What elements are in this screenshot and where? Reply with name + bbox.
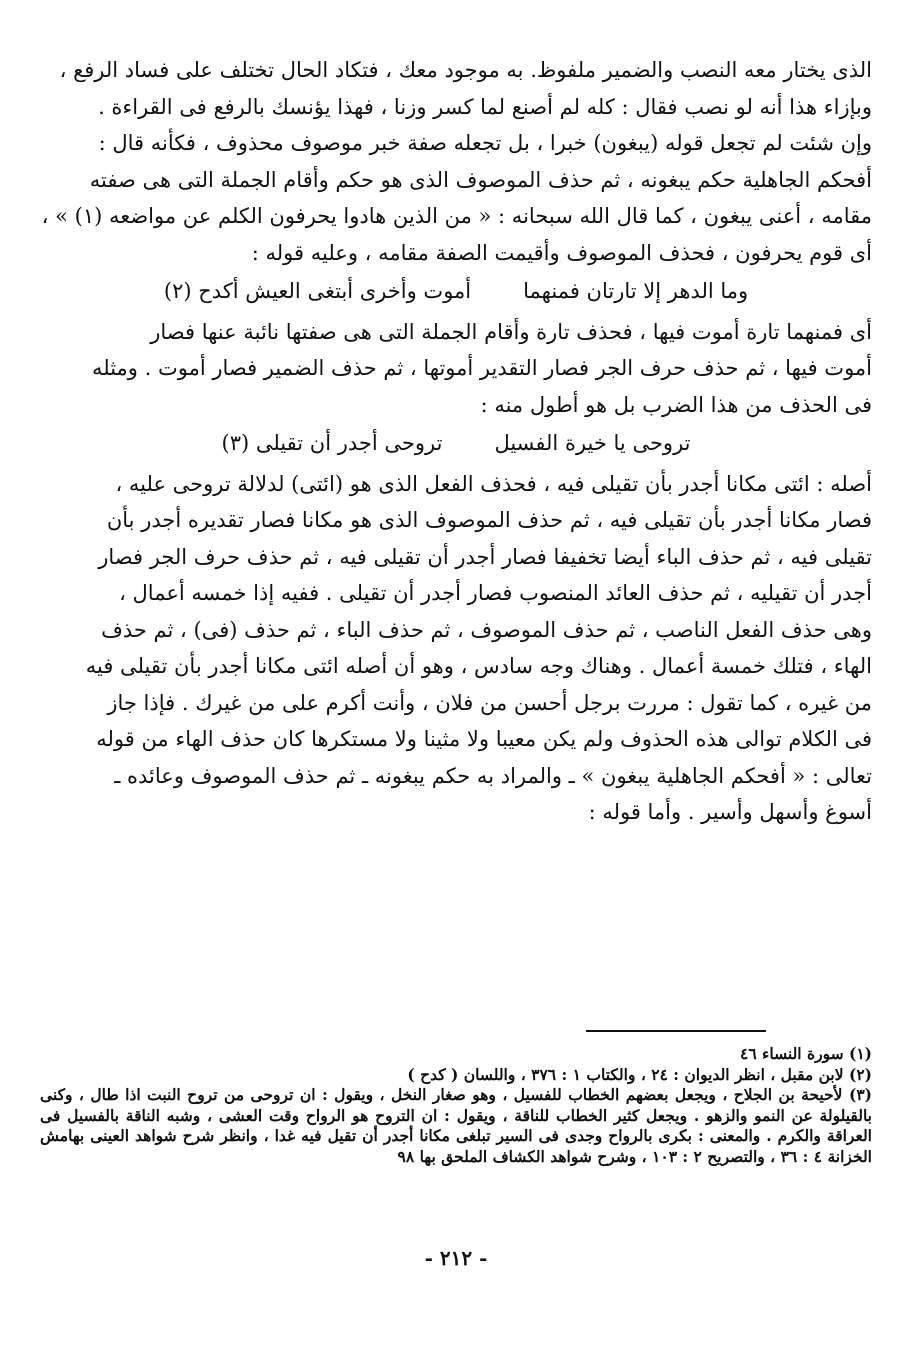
poem-verse-2	[40, 425, 872, 462]
footnote-divider	[586, 1030, 766, 1032]
verse-first-hemistich: تروحى يا خيرة الفسيل	[494, 431, 691, 455]
paragraph-line: الذى يختار معه النصب والضمير ملفوظ. به موجود معك ، فتكاد الحال تختلف على فساد الرفع ،	[59, 58, 872, 82]
paragraph-line: فى الكلام توالى هذه الحذوف ولم يكن معيبا ولا مثينا ولا مستكرها كان حذف الهاء من قوله	[96, 727, 872, 751]
paragraph-line: أفحكم الجاهلية حكم يبغونه ، ثم حذف الموصوف الذى هو حكم وأقام الجملة التى هى صفته	[89, 167, 872, 192]
footnote-2: (٢) لابن مقبل ، انظر الديوان : ٢٤ ، والكتاب ١ : ٣٧٦ ، واللسان ( كدح )	[407, 1064, 872, 1084]
verse-first-hemistich: وما الدهر إلا تارتان فمنهما	[523, 279, 749, 303]
verse-second-hemistich: أموت وأخرى أبتغى العيش أكدح (٢)	[163, 279, 472, 303]
main-text	[40, 52, 872, 831]
paragraph-line: تقيلى فيه ، ثم حذف الباء أيضا تخفيفا فصار أجدر أن تقيلى فيه ، ثم حذف حرف الجر فصار	[98, 544, 872, 569]
paragraph-line: وبإزاء هذا أنه لو نصب فقال : كله لم أصنع لما كسر وزنا ، فهذا يؤنسك بالرفع فى القراءة .	[98, 94, 872, 119]
paragraph-line: مقامه ، أعنى يبغون ، كما قال الله سبحانه : « من الذين هادوا يحرفون الكلم عن مواضعه (١) » ،	[41, 204, 872, 228]
paragraph-line: أى فمنهما تارة أموت فيها ، فحذف تارة وأقام الجملة التى هى صفتها نائبة عنها فصار	[150, 319, 872, 344]
footnote-3: (٣) لأحيحة بن الجلاح ، ويجعل بعضهم الخطاب للفسيل ، وهو صغار النخل ، ويقول : ان تروحى من تروح النبت اذا طال ، وكنى بالقيلولة عن النمو والزهو . ويجعل كثير الخطاب للناقة ، ويقول : ان التروح هو الرواح وقت العشى ، وشبه الناقة بالفسيل فى العراقة والكرم . والمعنى : بكرى بالرواح وجدى فى السير تبلغى مكانا أجدر أن تقيل فيه غدا ، وانظر شرح شواهد العينى بهامش الخزانة ٤ : ٣٦ ، والتصريح ٢ : ١٠٣ ، وشرح شواهد الكشاف الملحق بها ٩٨	[40, 1085, 872, 1166]
footnotes	[40, 1044, 872, 1167]
paragraph-line: وإن شئت لم تجعل قوله (يبغون) خبرا ، بل تجعله صفة خبر موصوف محذوف ، فكأنه قال :	[98, 131, 872, 155]
poem-verse-1	[40, 273, 872, 310]
paragraph-line: أموت فيها ، ثم حذف حرف الجر فصار التقدير أموتها ، ثم حذف الضمير فصار أموت . ومثله	[92, 356, 872, 380]
page-number: - ٢١٢ -	[424, 1246, 488, 1270]
paragraph-line: وهى حذف الفعل الناصب ، ثم حذف الموصوف ، ثم حذف الباء ، ثم حذف (فى) ، ثم حذف	[101, 617, 872, 642]
paragraph-line: أى قوم يحرفون ، فحذف الموصوف وأقيمت الصفة مقامه ، وعليه قوله :	[251, 240, 872, 265]
paragraph-line: الهاء ، فتلك خمسة أعمال . وهناك وجه سادس ، وهو أن أصله ائتى مكانا أجدر بأن تقيلى فيه	[85, 654, 872, 678]
paragraph-line: فى الحذف من هذا الضرب بل هو أطول منه :	[480, 392, 872, 417]
paragraph-line: من غيره ، كما تقول : مررت برجل أحسن من فلان ، وأنت أكرم على من غيرك . فإذا جاز	[107, 690, 872, 715]
footnote-1: (١) سورة النساء ٤٦	[740, 1044, 872, 1063]
paragraph-line: فصار مكانا أجدر بأن تقيلى فيه ، ثم حذف الموصوف الذى هو مكانا فصار تقديره أجدر بأن	[106, 508, 872, 532]
verse-second-hemistich: تروحى أجدر أن تقيلى (٣)	[221, 431, 443, 455]
paragraph-line: أسوغ وأسهل وأسير . وأما قوله :	[588, 800, 872, 824]
paragraph-line: تعالى : « أفحكم الجاهلية يبغون » ـ والمراد به حكم يبغونه ـ ثم حذف الموصوف وعائده ـ	[114, 763, 872, 788]
paragraph-line: أصله : ائتى مكانا أجدر بأن تقيلى فيه ، فحذف الفعل الذى هو (ائتى) لدلالة تروحى عليه ،	[115, 471, 872, 496]
paragraph-line: أجدر أن تقيليه ، ثم حذف العائد المنصوب فصار أجدر أن تقيلى . ففيه إذا خمسه أعمال ،	[119, 581, 872, 605]
